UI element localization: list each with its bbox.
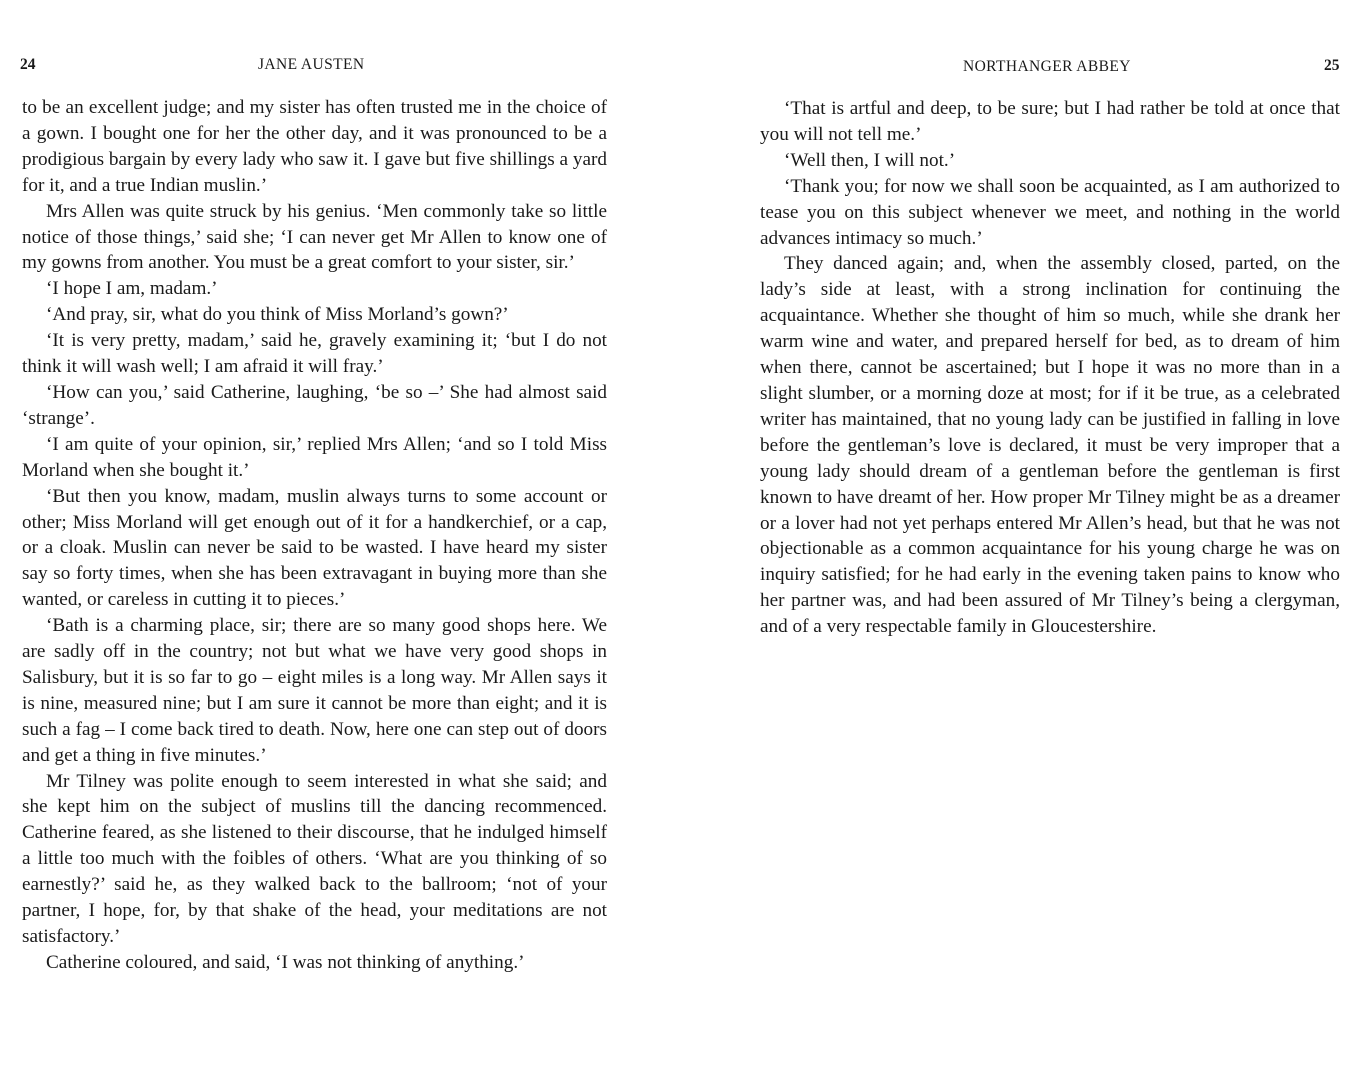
paragraph: ‘But then you know, madam, muslin always turns to some account or other; Miss Morland will get enough out of it for a handkerchief, or a cap, or a cloak. Muslin can never be said to be wasted. I have heard my sister say so forty times, when she has been extravagant in buying more than she wanted, or careless in cutting it to pieces.’ — [22, 485, 607, 611]
running-head: NORTHANGER ABBEY — [963, 58, 1131, 75]
paragraph: ‘And pray, sir, what do you think of Miss Morland’s gown?’ — [46, 304, 509, 326]
paragraph: ‘How can you,’ said Catherine, laughing, ‘be so –’ She had almost said ‘strange’. — [22, 381, 607, 429]
running-head: JANE AUSTEN — [258, 56, 365, 73]
paragraph: ‘I hope I am, madam.’ — [46, 278, 218, 300]
paragraph: Catherine coloured, and said, ‘I was not thinking of anything.’ — [46, 951, 525, 973]
paragraph: to be an excellent judge; and my sister has often trusted me in the choice of a gown. I bought one for her the other day, and it was pronounced to be a prodigious bargain by every lady who saw it. I gave but five shillings a yard for it, and a true Indian muslin.’ — [22, 97, 607, 196]
right-page — [740, 0, 1369, 1080]
left-page — [0, 0, 640, 1080]
paragraph: ‘Thank you; for now we shall soon be acquainted, as I am authorized to tease you on this subject whenever we meet, and nothing in the world advances intimacy so much.’ — [760, 175, 1340, 249]
paragraph: ‘Well then, I will not.’ — [784, 149, 956, 171]
paragraph: ‘It is very pretty, madam,’ said he, gravely examining it; ‘but I do not think it will wash well; I am afraid it will fray.’ — [22, 330, 607, 378]
paragraph: ‘I am quite of your opinion, sir,’ replied Mrs Allen; ‘and so I told Miss Morland when she bought it.’ — [22, 433, 607, 481]
paragraph: ‘Bath is a charming place, sir; there are so many good shops here. We are sadly off in the country; not but what we have very good shops in Salisbury, but it is so far to go – eight miles is a long way. Mr Allen says it is nine, measured nine; but I am sure it cannot be more than eight; and it is such a fag – I come back tired to death. Now, here one can step out of doors and get a thing in five minutes.’ — [22, 615, 607, 766]
paragraph: Mrs Allen was quite struck by his genius. ‘Men commonly take so little notice of those things,’ said she; ‘I can never get Mr Allen to know one of my gowns from another. You must be a great comfort to your sister, sir.’ — [22, 200, 607, 274]
page-number: 25 — [1324, 57, 1340, 74]
paragraph: They danced again; and, when the assembly closed, parted, on the lady’s side at least, with a strong inclination for continuing the acquaintance. Whether she thought of him so much, while she drank her warm wine and water, and prepared herself for bed, as to dream of him when there, cannot be ascertained; but I hope it was no more than in a slight slumber, or a morning doze at most; for if it be true, as a celebrated writer has maintained, that no young lady can be justified in falling in love before the gentleman’s love is declared, it must be very improper that a young lady should dream of a gentleman before the gentleman is first known to have dreamt of her. How proper Mr Tilney might be as a dreamer or a lover had not yet perhaps entered Mr Allen’s head, but that he was not objectionable as a common acquaintance for his young charge he was on inquiry satisfied; for he had early in the evening taken pains to know who her partner was, and had been assured of Mr Tilney’s being a clergyman, and of a very respectable family in Gloucestershire. — [760, 253, 1340, 638]
body-text — [22, 95, 607, 976]
body-text — [760, 96, 1340, 640]
paragraph: ‘That is artful and deep, to be sure; but I had rather be told at once that you will not tell me.’ — [760, 98, 1340, 145]
paragraph: Mr Tilney was polite enough to seem interested in what she said; and she kept him on the subject of muslins till the dancing recommenced. Catherine feared, as she listened to their discourse, that he indulged himself a little too much with the foibles of others. ‘What are you thinking of so earnestly?’ said he, as they walked back to the ballroom; ‘not of your partner, I hope, for, by that shake of the head, your meditations are not satisfactory.’ — [22, 770, 607, 947]
page-number: 24 — [20, 56, 36, 73]
